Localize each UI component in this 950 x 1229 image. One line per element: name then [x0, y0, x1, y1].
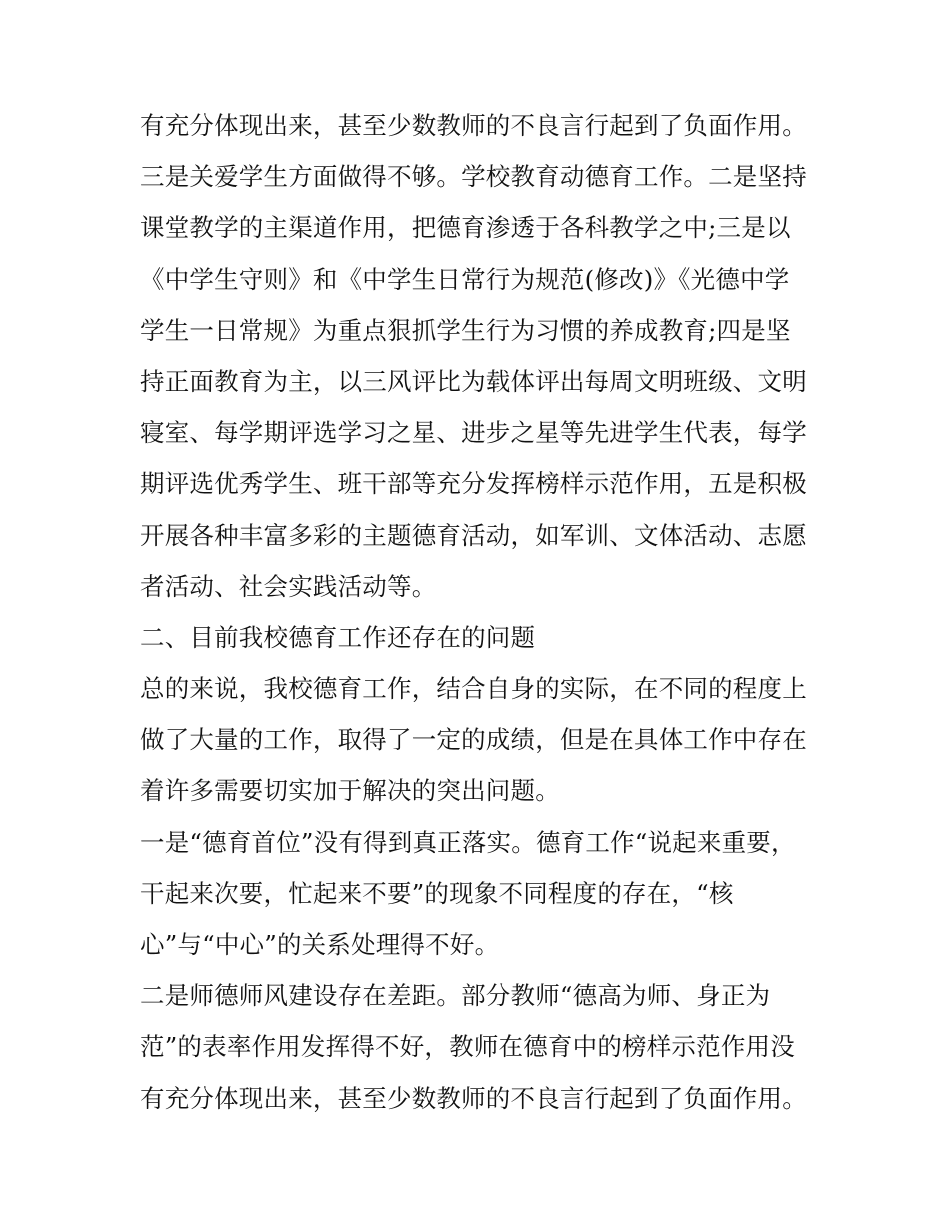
text-line: 者活动、社会实践活动等。	[140, 571, 437, 601]
text-line: 着许多需要切实加于解决的突出问题。	[140, 776, 560, 806]
text-line: 总的来说，我校德育工作，结合自身的实际，在不同的程度上	[140, 674, 807, 704]
text-line: 有充分体现出来，甚至少数教师的不良言行起到了负面作用。	[140, 111, 807, 140]
text-line: 三是关爱学生方面做得不够。学校教育动德育工作。二是坚持	[140, 162, 807, 192]
text-line: 期评选优秀学生、班干部等充分发挥榜样示范作用，五是积极	[140, 469, 807, 499]
document-body	[140, 100, 830, 1124]
text-line: 心”与“中心”的关系处理得不好。	[140, 930, 500, 959]
text-line: 做了大量的工作，取得了一定的成绩，但是在具体工作中存在	[140, 725, 807, 755]
text-line: 一是“德育首位”没有得到真正落实。德育工作“说起来重要，	[140, 827, 796, 857]
text-line: 有充分体现出来，甚至少数教师的不良言行起到了负面作用。	[140, 1083, 807, 1113]
text-line: 寝室、每学期评选学习之星、进步之星等先进学生代表，每学	[140, 418, 807, 448]
text-line: 持正面教育为主，以三风评比为载体评出每周文明班级、文明	[140, 366, 807, 396]
text-line: 课堂教学的主渠道作用，把德育渗透于各科教学之中;三是以	[140, 213, 791, 243]
text-line: 《中学生守则》和《中学生日常行为规范(修改)》《光德中学	[140, 264, 790, 294]
section-heading: 二、目前我校德育工作还存在的问题	[140, 622, 536, 652]
text-line: 学生一日常规》为重点狠抓学生行为习惯的养成教育;四是坚	[140, 315, 791, 345]
text-line: 干起来次要，忙起来不要”的现象不同程度的存在，“核	[140, 878, 734, 908]
text-line: 开展各种丰富多彩的主题德育活动，如军训、文体活动、志愿	[140, 520, 807, 550]
text-line: 范”的表率作用发挥得不好，教师在德育中的榜样示范作用没	[140, 1032, 795, 1062]
text-line: 二是师德师风建设存在差距。部分教师“德高为师、身正为	[140, 981, 771, 1011]
